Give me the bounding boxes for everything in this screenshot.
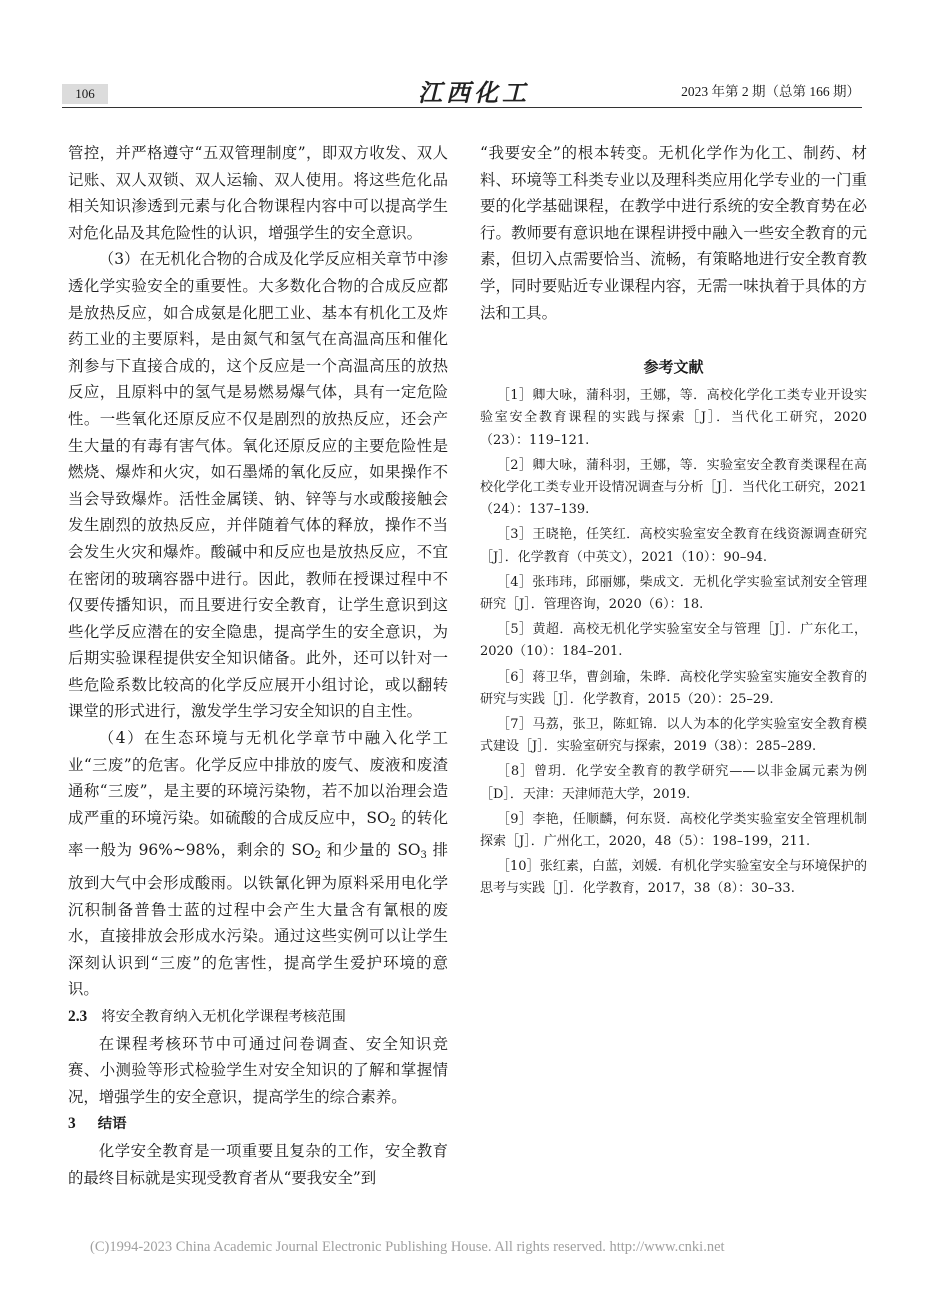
p3-text-b: 的转化率一般为 96%~98%，剩余的 SO <box>68 808 448 860</box>
right-paragraph-1: “我要安全”的根本转变。无机化学作为化工、制药、材料、环境等工科类专业以及理科类应用化学专业的一门重要的化学基础课程，在教学中进行系统的安全教育势在必行。教师要有意识地在课程讲授中融入一些安全教育的元素，但切入点需要恰当、流畅，有策略地进行安全教育教学，同时要贴近专业课程内容，无需一味执着于具体的方法和工具。 <box>480 144 867 322</box>
left-column <box>68 140 448 1191</box>
references-list <box>480 385 867 900</box>
section-2-3-heading <box>68 1003 448 1031</box>
p3-text-d: 排放到大气中会形成酸雨。以铁氰化钾为原料采用电化学沉积制备普鲁士蓝的过程中会产生大量含有氰根的废水，直接排放会形成水污染。通过这些实例可以让学生深刻认识到“三废”的危害性，提高学生爱护环境的意识。 <box>68 841 448 999</box>
reference-item: ［8］曾玥．化学安全教育的教学研究——以非金属元素为例［D］．天津：天津师范大学，2019. <box>480 764 867 802</box>
section-3-heading <box>68 1110 448 1138</box>
section-title: 将安全教育纳入无机化学课程考核范围 <box>101 1009 346 1025</box>
section-number: 2.3 <box>68 1008 88 1025</box>
p3-text-c: 和少量的 SO <box>320 841 421 860</box>
issue-info: 2023 年第 2 期（总第 166 期） <box>681 84 860 99</box>
reference-item: ［6］蒋卫华，曹剑瑜，朱晔．高校化学实验室实施安全教育的研究与实践［J］．化学教育，2015（20）：25–29. <box>480 669 867 707</box>
reference-item: ［2］卿大咏，蒲科羽，王娜，等．实验室安全教育类课程在高校化学化工类专业开设情况调查与分析［J］．当代化工研究，2021（24）：137–139. <box>480 457 867 518</box>
p3-subscript-3: 3 <box>420 850 427 862</box>
p3-subscript-2: 2 <box>314 850 321 862</box>
reference-item: ［7］马荔，张卫，陈虹锦．以人为本的化学实验室安全教育模式建设［J］．实验室研究与探索，2019（38）：285–289. <box>480 717 867 755</box>
reference-item: ［4］张玮玮，邱丽娜，柴成文．无机化学实验室试剂安全管理研究［J］．管理咨询，2020（6）：18. <box>480 574 867 612</box>
reference-item: ［9］李艳，任顺麟，何东贤．高校化学类实验室安全管理机制探索［J］．广州化工，2020，48（5）：198–199，211. <box>480 811 867 850</box>
left-paragraph-2: （3）在无机化合物的合成及化学反应相关章节中渗透化学实验安全的重要性。大多数化合物的合成反应都是放热反应，如合成氨是化肥工业、基本有机化工及炸药工业的主要原料，是由氮气和氢气在高温高压和催化剂参与下直接合成的，这个反应是一个高温高压的放热反应，且原料中的氢气是易燃易爆气体，具有一定危险性。一些氧化还原反应不仅是剧烈的放热反应，还会产生大量的有毒有害气体。氧化还原反应的主要危险性是燃烧、爆炸和火灾，如石墨烯的氧化反应，如果操作不当会导致爆炸。活性金属镁、钠、锌等与水或酸接触会发生剧烈的放热反应，并伴随着气体的释放，操作不当会发生火灾和爆炸。酸碱中和反应也是放热反应，不宜在密闭的玻璃容器中进行。因此，教师在授课过程中不仅要传播知识，而且要进行安全教育，让学生意识到这些化学反应潜在的安全隐患，提高学生的安全意识，为后期实验课程提供安全知识储备。此外，还可以针对一些危险系数比较高的化学反应展开小组讨论，或以翻转课堂的形式进行，激发学生学习安全知识的自主性。 <box>68 250 448 721</box>
section-number: 3 <box>68 1115 76 1133</box>
page-number: 106 <box>62 84 108 104</box>
header-rule <box>62 107 862 108</box>
reference-item: ［10］张红素，白蓝，刘媛．有机化学实验室安全与环境保护的思考与实践［J］．化学教育，2017，38（8）：30–33. <box>480 859 867 897</box>
right-column <box>480 140 867 904</box>
left-paragraph-4: 在课程考核环节中可通过问卷调查、安全知识竞赛、小测验等形式检验学生对安全知识的了解和掌握情况，增强学生的安全意识，提高学生的综合素养。 <box>68 1034 448 1106</box>
references-heading: 参考文献 <box>643 358 704 377</box>
reference-item: ［5］黄超．高校无机化学实验室安全与管理［J］．广东化工，2020（10）：184–201. <box>480 622 867 660</box>
p3-text-a: （4）在生态环境与无机化学章节中融入化学工业“三废”的危害。化学反应中排放的废气、废液和废渣通称“三废”，是主要的环境污染物，若不加以治理会造成严重的环境污染。如硫酸的合成反应中，SO <box>68 729 448 827</box>
p3-subscript-1: 2 <box>389 817 396 829</box>
journal-logo: 江西化工 <box>418 78 530 107</box>
copyright-footer: (C)1994-2023 China Academic Journal Electronic Publishing House. All rights reserved. http://www.cnki.net <box>90 1239 725 1255</box>
left-paragraph-1: 管控，并严格遵守“五双管理制度”，即双方收发、双人记账、双人双锁、双人运输、双人使用。将这些危化品相关知识渗透到元素与化合物课程内容中可以提高学生对危化品及其危险性的认识，增强学生的安全意识。 <box>68 144 448 242</box>
left-paragraph-5: 化学安全教育是一项重要且复杂的工作，安全教育的最终目标就是实现受教育者从“要我安全”到 <box>68 1141 448 1187</box>
left-paragraph-3 <box>68 725 448 1003</box>
section-title: 结语 <box>97 1116 127 1133</box>
reference-item: ［1］卿大咏，蒲科羽，王娜，等．高校化学化工类专业开设实验室安全教育课程的实践与探索［J］．当代化工研究，2020（23）：119–121. <box>480 388 867 448</box>
reference-item: ［3］王晓艳，任笑红．高校实验室安全教育在线资源调查研究［J］．化学教育（中英文），2021（10）：90–94. <box>480 527 867 565</box>
